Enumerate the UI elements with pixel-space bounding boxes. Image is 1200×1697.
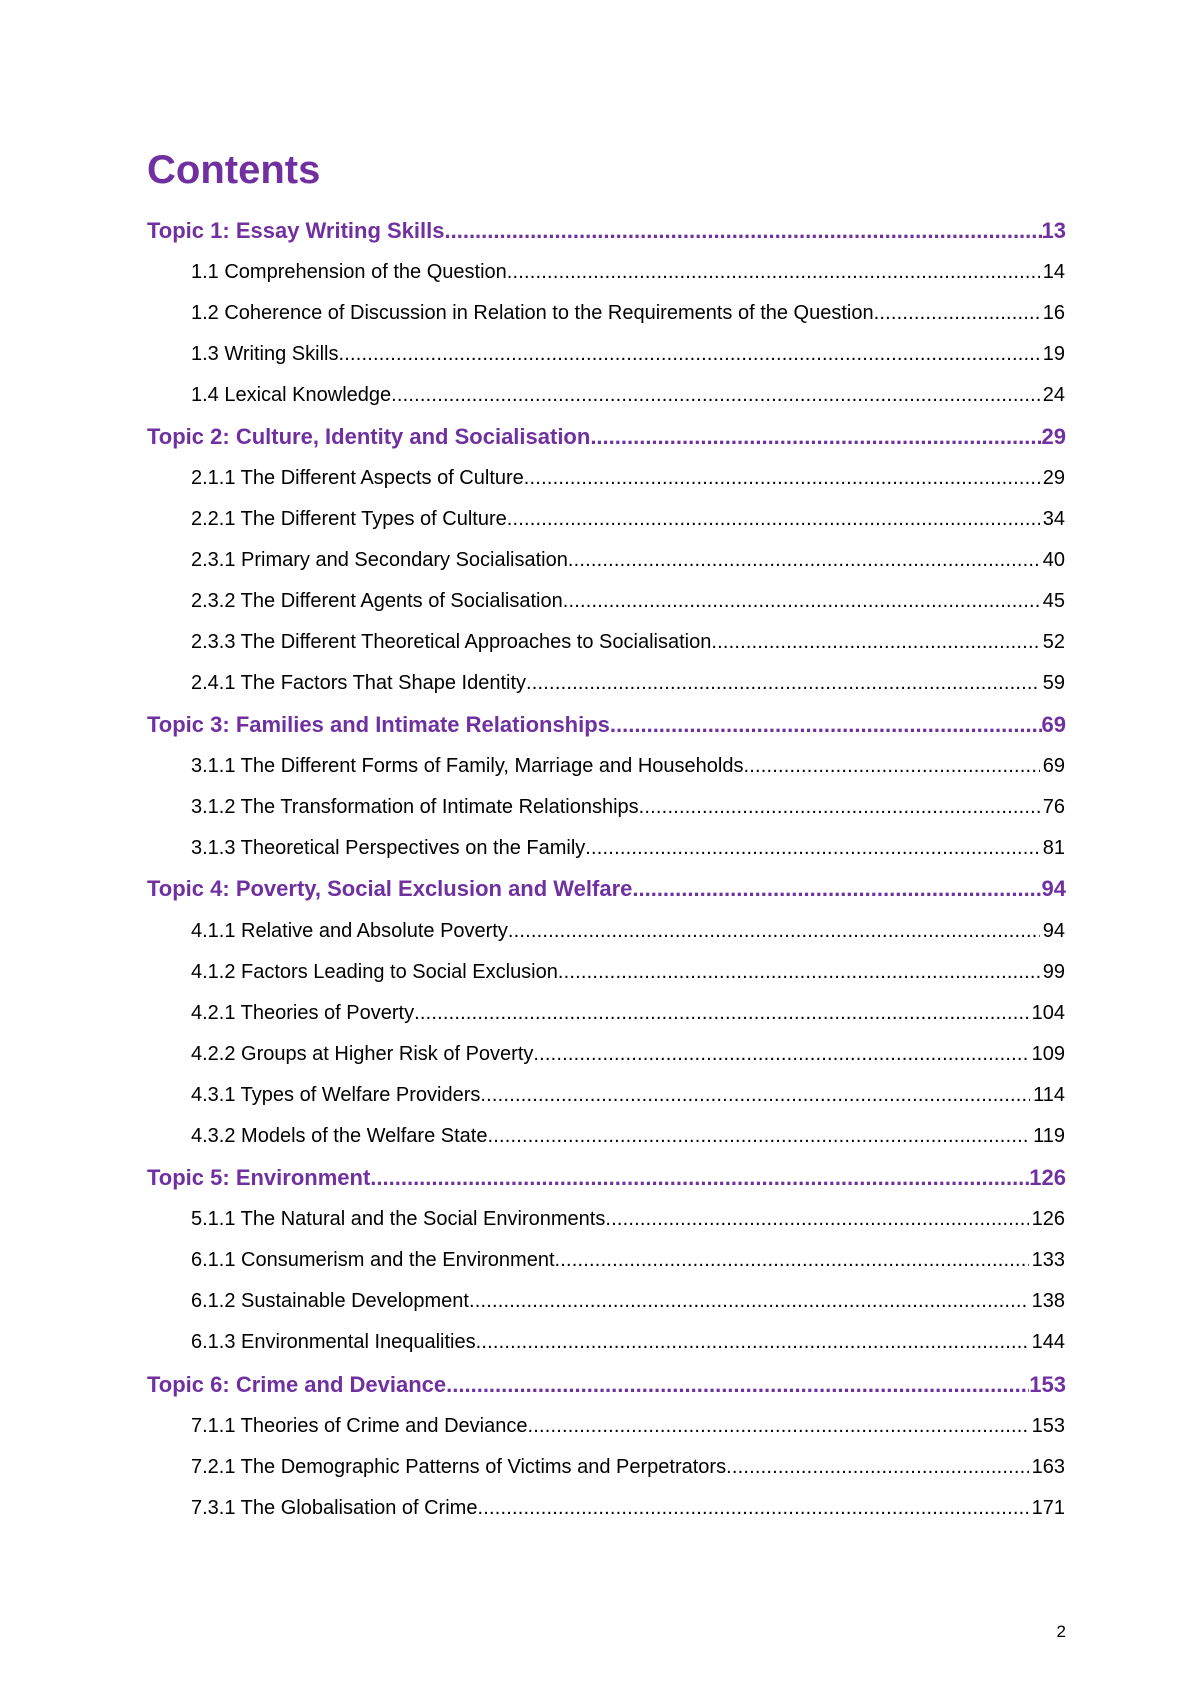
toc-entry-page: 29 [1042, 467, 1065, 489]
toc-entry-title: 1.1 Comprehension of the Question [191, 261, 507, 283]
toc-entry-title: 3.1.1 The Different Forms of Family, Marriage and Households [191, 755, 744, 777]
toc-entry-page: 52 [1042, 631, 1065, 653]
toc-topic-entry[interactable] [147, 873, 1066, 905]
toc-entry-title: 4.3.1 Types of Welfare Providers [191, 1084, 481, 1106]
toc-entry-page: 114 [1033, 1084, 1065, 1106]
toc-entry-page: 94 [1042, 920, 1065, 942]
toc-dot-leader [605, 1204, 1028, 1234]
toc-entry-page: 126 [1029, 1165, 1066, 1190]
toc-dot-leader [487, 1121, 1030, 1151]
toc-entry-title: 4.2.2 Groups at Higher Risk of Poverty [191, 1043, 534, 1065]
toc-entry-title: Topic 1: Essay Writing Skills [147, 218, 445, 243]
toc-dot-leader [508, 916, 1040, 946]
toc-entry-page: 76 [1042, 796, 1065, 818]
toc-entry-title: 2.3.3 The Different Theoretical Approaches to Socialisation [191, 631, 712, 653]
toc-entry-title: Topic 6: Crime and Deviance [147, 1372, 447, 1397]
toc-entry-page: 59 [1042, 672, 1065, 694]
toc-entry-title: Topic 3: Families and Intimate Relationships [147, 712, 610, 737]
toc-dot-leader [370, 1162, 1029, 1194]
toc-dot-leader [533, 1039, 1028, 1069]
toc-dot-leader [445, 215, 1042, 247]
toc-entry-page: 24 [1042, 384, 1065, 406]
toc-topic-entry[interactable] [147, 1369, 1066, 1401]
toc-entry-title: 2.2.1 The Different Types of Culture [191, 508, 507, 530]
toc-entry-title: 2.4.1 The Factors That Shape Identity [191, 672, 527, 694]
toc-subtopic-entry[interactable] [191, 298, 1065, 328]
toc-subtopic-entry[interactable] [191, 1039, 1065, 1069]
toc-dot-leader [568, 545, 1040, 575]
toc-dot-leader [563, 586, 1040, 616]
toc-dot-leader [874, 298, 1040, 328]
toc-dot-leader [558, 957, 1040, 987]
toc-dot-leader [527, 1411, 1028, 1441]
toc-dot-leader [711, 627, 1039, 657]
toc-subtopic-entry[interactable] [191, 586, 1065, 616]
toc-entry-title: 1.2 Coherence of Discussion in Relation to the Requirements of the Question [191, 302, 874, 324]
toc-entry-title: 6.1.1 Consumerism and the Environment [191, 1249, 555, 1271]
toc-entry-title: 4.1.2 Factors Leading to Social Exclusion [191, 961, 558, 983]
toc-entry-page: 133 [1031, 1249, 1065, 1271]
toc-entry-title: 6.1.3 Environmental Inequalities [191, 1331, 476, 1353]
toc-entry-title: Topic 5: Environment [147, 1165, 371, 1190]
toc-entry-page: 13 [1041, 218, 1066, 243]
toc-entry-page: 34 [1042, 508, 1065, 530]
toc-entry-page: 19 [1042, 343, 1065, 365]
toc-entry-title: 4.2.1 Theories of Poverty [191, 1002, 415, 1024]
toc-dot-leader [585, 833, 1039, 863]
toc-entry-title: 5.1.1 The Natural and the Social Environments [191, 1208, 606, 1230]
toc-dot-leader [590, 421, 1041, 453]
toc-subtopic-entry[interactable] [191, 463, 1065, 493]
toc-dot-leader [726, 1452, 1029, 1482]
toc-dot-leader [632, 873, 1041, 905]
toc-entry-page: 163 [1031, 1456, 1065, 1478]
toc-dot-leader [507, 257, 1040, 287]
toc-topic-entry[interactable] [147, 709, 1066, 741]
toc-subtopic-entry[interactable] [191, 1452, 1065, 1482]
toc-entry-page: 99 [1042, 961, 1065, 983]
toc-dot-leader [743, 751, 1039, 781]
toc-dot-leader [414, 998, 1029, 1028]
toc-entry-title: 4.3.2 Models of the Welfare State [191, 1125, 488, 1147]
toc-subtopic-entry[interactable] [191, 1245, 1065, 1275]
toc-entry-title: 6.1.2 Sustainable Development [191, 1290, 469, 1312]
toc-topic-entry[interactable] [147, 421, 1066, 453]
toc-subtopic-entry[interactable] [191, 1286, 1065, 1316]
toc-entry-page: 29 [1041, 424, 1066, 449]
toc-entry-page: 94 [1041, 876, 1066, 901]
toc-dot-leader [610, 709, 1042, 741]
toc-entry-title: 2.3.1 Primary and Secondary Socialisation [191, 549, 568, 571]
toc-subtopic-entry[interactable] [191, 957, 1065, 987]
toc-dot-leader [639, 792, 1040, 822]
toc-entry-title: 3.1.2 The Transformation of Intimate Relationships [191, 796, 639, 818]
toc-entry-page: 171 [1031, 1497, 1065, 1519]
toc-entry-page: 69 [1041, 712, 1066, 737]
toc-dot-leader [555, 1245, 1029, 1275]
toc-subtopic-entry[interactable] [191, 1204, 1065, 1234]
toc-entry-title: 7.1.1 Theories of Crime and Deviance [191, 1415, 528, 1437]
toc-subtopic-entry[interactable] [191, 545, 1065, 575]
toc-dot-leader [446, 1369, 1029, 1401]
toc-subtopic-entry[interactable] [191, 792, 1065, 822]
toc-entry-page: 40 [1042, 549, 1065, 571]
toc-dot-leader [469, 1286, 1029, 1316]
toc-subtopic-entry[interactable] [191, 916, 1065, 946]
toc-entry-page: 126 [1031, 1208, 1065, 1230]
toc-subtopic-entry[interactable] [191, 627, 1065, 657]
toc-entry-page: 16 [1042, 302, 1065, 324]
page-number: 2 [1056, 1622, 1066, 1641]
toc-entry-page: 104 [1031, 1002, 1065, 1024]
page-title: Contents [147, 148, 321, 192]
toc-entry-page: 45 [1042, 590, 1065, 612]
toc-entry-title: 7.3.1 The Globalisation of Crime [191, 1497, 478, 1519]
toc-dot-leader [476, 1327, 1029, 1357]
toc-dot-leader [524, 463, 1040, 493]
toc-subtopic-entry[interactable] [191, 339, 1065, 369]
toc-subtopic-entry[interactable] [191, 257, 1065, 287]
toc-subtopic-entry[interactable] [191, 1080, 1065, 1110]
toc-dot-leader [507, 504, 1040, 534]
toc-subtopic-entry[interactable] [191, 1411, 1065, 1441]
toc-entry-page: 138 [1031, 1290, 1065, 1312]
toc-dot-leader [391, 380, 1040, 410]
toc-subtopic-entry[interactable] [191, 1121, 1065, 1151]
toc-subtopic-entry[interactable] [191, 380, 1065, 410]
toc-entry-title: 1.4 Lexical Knowledge [191, 384, 392, 406]
toc-dot-leader [480, 1080, 1030, 1110]
toc-dot-leader [526, 668, 1040, 698]
toc-entry-page: 109 [1031, 1043, 1065, 1065]
toc-topic-entry[interactable] [147, 215, 1066, 247]
toc-subtopic-entry[interactable] [191, 1493, 1065, 1523]
toc-subtopic-entry[interactable] [191, 1327, 1065, 1357]
toc-entry-title: Topic 4: Poverty, Social Exclusion and Welfare [147, 876, 633, 901]
toc-entry-title: 7.2.1 The Demographic Patterns of Victims and Perpetrators [191, 1456, 727, 1478]
toc-entry-page: 144 [1031, 1331, 1065, 1353]
toc-subtopic-entry[interactable] [191, 751, 1065, 781]
toc-dot-leader [477, 1493, 1028, 1523]
toc-entry-title: 4.1.1 Relative and Absolute Poverty [191, 920, 508, 942]
toc-entry-page: 69 [1042, 755, 1065, 777]
toc-subtopic-entry[interactable] [191, 504, 1065, 534]
toc-subtopic-entry[interactable] [191, 833, 1065, 863]
toc-entry-page: 153 [1029, 1372, 1066, 1397]
toc-entry-title: 3.1.3 Theoretical Perspectives on the Family [191, 837, 586, 859]
toc-dot-leader [338, 339, 1039, 369]
toc-subtopic-entry[interactable] [191, 998, 1065, 1028]
toc-entry-title: 2.1.1 The Different Aspects of Culture [191, 467, 524, 489]
toc-entry-page: 81 [1042, 837, 1065, 859]
toc-entry-page: 119 [1033, 1125, 1065, 1147]
toc-topic-entry[interactable] [147, 1162, 1066, 1194]
toc-entry-title: 1.3 Writing Skills [191, 343, 339, 365]
toc-entry-page: 153 [1031, 1415, 1065, 1437]
toc-entry-page: 14 [1042, 261, 1065, 283]
toc-subtopic-entry[interactable] [191, 668, 1065, 698]
toc-entry-title: Topic 2: Culture, Identity and Socialisation [147, 424, 591, 449]
toc-entry-title: 2.3.2 The Different Agents of Socialisation [191, 590, 563, 612]
